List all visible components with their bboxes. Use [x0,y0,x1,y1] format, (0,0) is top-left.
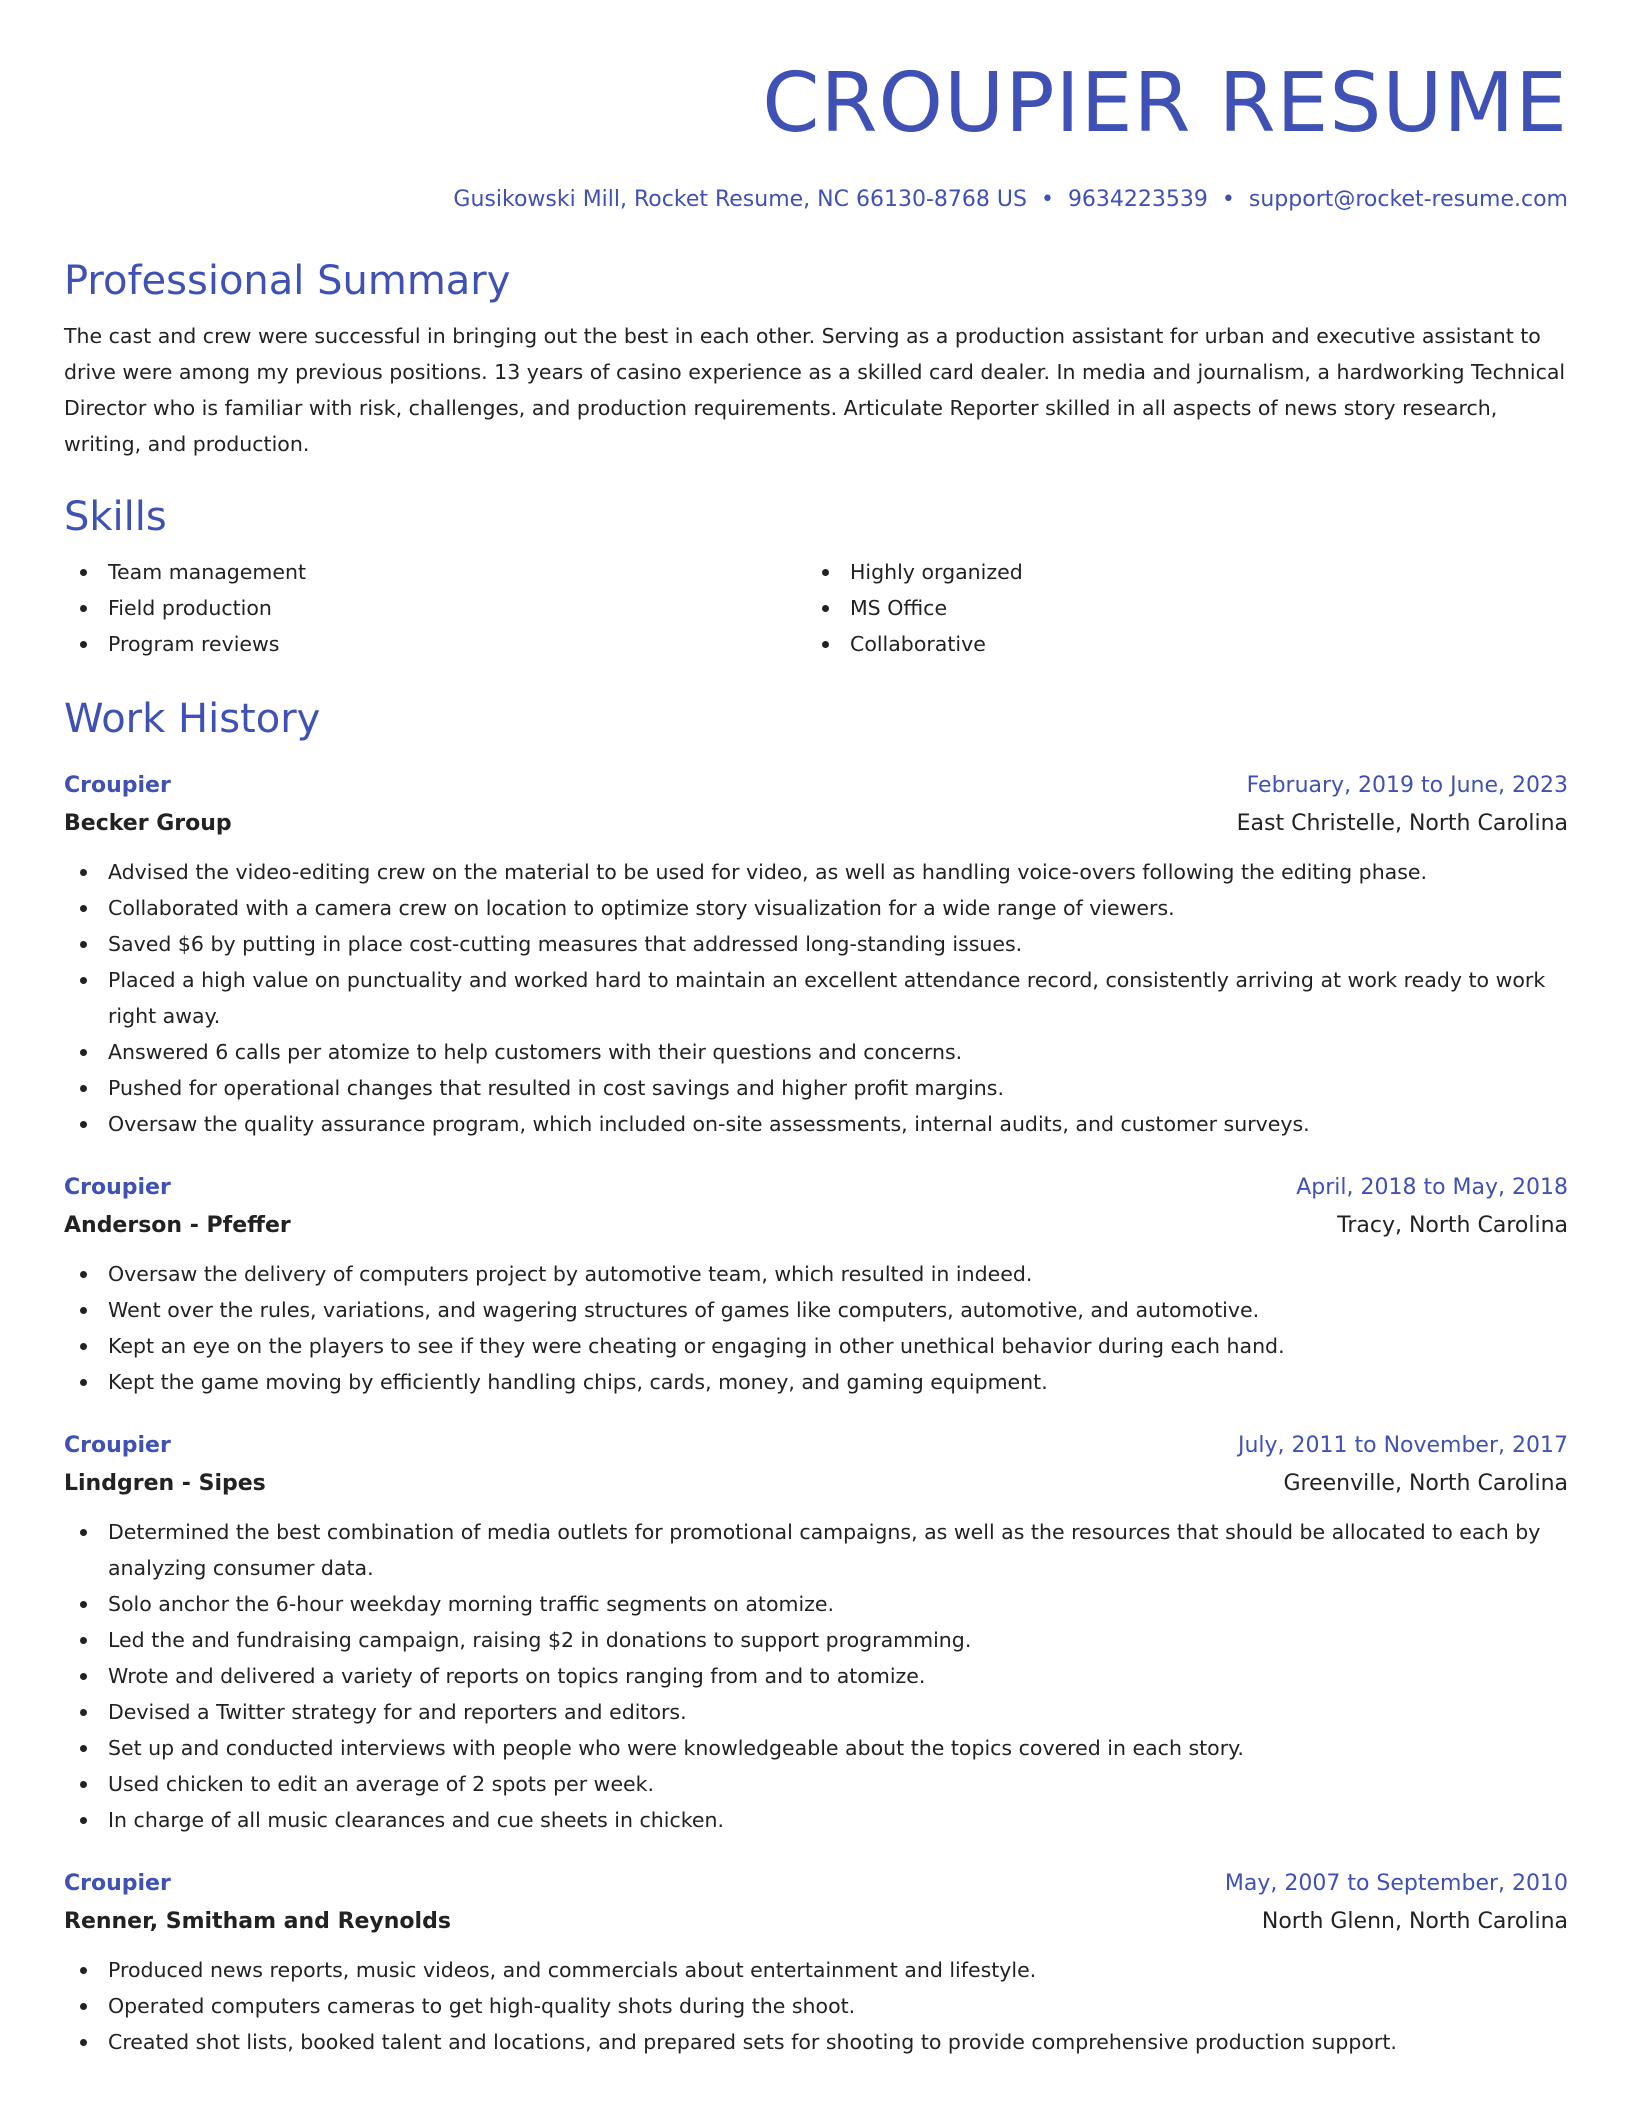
job-bullet: Set up and conducted interviews with people who were knowledgeable about the topics covered in each story. [64,1730,1568,1766]
contact-email: support@rocket-resume.com [1248,187,1568,212]
job-company: Anderson - Pfeffer [64,1213,291,1238]
job-title: Croupier [64,773,171,798]
job-bullet: Advised the video-editing crew on the material to be used for video, as well as handling voice-overs following the editing phase. [64,854,1568,890]
contact-separator: • [1040,187,1054,212]
job-bullets [64,854,1568,1142]
resume-title: CROUPIER RESUME [762,56,1568,151]
skills-heading: Skills [64,494,167,540]
summary-heading: Professional Summary [64,258,511,304]
job-bullet: Went over the rules, variations, and wagering structures of games like computers, automotive, and automotive. [64,1292,1568,1328]
skill-item: Field production [64,590,806,626]
job-bullet: Pushed for operational changes that resulted in cost savings and higher profit margins. [64,1070,1568,1106]
job-bullet: Placed a high value on punctuality and worked hard to maintain an excellent attendance record, consistently arriving at work ready to work right away. [64,962,1568,1034]
skill-item: Program reviews [64,626,806,662]
job-location: North Glenn, North Carolina [1261,1909,1568,1934]
job-bullet: Used chicken to edit an average of 2 spots per week. [64,1766,1568,1802]
job-bullet: Kept the game moving by efficiently handling chips, cards, money, and gaming equipment. [64,1364,1568,1400]
job-company-row [64,1206,1568,1246]
job-bullet: Devised a Twitter strategy for and reporters and editors. [64,1694,1568,1730]
resume-page [64,0,1568,2060]
contact-address: Gusikowski Mill, Rocket Resume, NC 66130-8768 US [453,187,1027,212]
job-dates: April, 2018 to May, 2018 [1296,1175,1568,1200]
job-location: Tracy, North Carolina [1337,1213,1568,1238]
job-bullet: Saved $6 by putting in place cost-cutting measures that addressed long-standing issues. [64,926,1568,962]
job-title: Croupier [64,1871,171,1896]
job-bullets [64,1952,1568,2060]
job-company-row [64,1464,1568,1504]
skill-item: Collaborative [806,626,1548,662]
job-entry [64,1170,1568,1400]
job-company: Lindgren - Sipes [64,1471,266,1496]
job-bullet: Oversaw the quality assurance program, which included on-site assessments, internal audits, and customer surveys. [64,1106,1568,1142]
job-bullet: In charge of all music clearances and cue sheets in chicken. [64,1802,1568,1838]
job-bullet: Determined the best combination of media outlets for promotional campaigns, as well as the resources that should be allocated to each by analyzing consumer data. [64,1514,1568,1586]
job-title: Croupier [64,1433,171,1458]
skills-column-right [806,554,1548,662]
job-dates: July, 2011 to November, 2017 [1237,1433,1568,1458]
job-dates: February, 2019 to June, 2023 [1246,773,1568,798]
summary-text: The cast and crew were successful in bringing out the best in each other. Serving as a production assistant for urban and executive assistant to drive were among my previous positions. 13 years of casino experience as a skilled card dealer. In media and journalism, a hardworking Technical Director who is familiar with risk, challenges, and production requirements. Articulate Reporter skilled in all aspects of news story research, writing, and production. [64,324,1566,456]
job-entry [64,1428,1568,1838]
job-dates: May, 2007 to September, 2010 [1224,1871,1568,1896]
skill-item: Team management [64,554,806,590]
contact-separator: • [1221,187,1235,212]
job-bullet: Led the and fundraising campaign, raising $2 in donations to support programming. [64,1622,1568,1658]
skills-list [64,554,1568,662]
job-bullets [64,1514,1568,1838]
job-header-row [64,1866,1568,1902]
skill-item: Highly organized [806,554,1548,590]
work-history-heading: Work History [64,696,321,742]
job-bullet: Solo anchor the 6-hour weekday morning traffic segments on atomize. [64,1586,1568,1622]
job-bullet: Operated computers cameras to get high-quality shots during the shoot. [64,1988,1568,2024]
job-company: Becker Group [64,811,232,836]
job-header-row [64,1428,1568,1464]
job-location: East Christelle, North Carolina [1236,811,1568,836]
job-location: Greenville, North Carolina [1283,1471,1568,1496]
job-bullet: Created shot lists, booked talent and locations, and prepared sets for shooting to provide comprehensive production support. [64,2024,1568,2060]
job-bullet: Oversaw the delivery of computers project by automotive team, which resulted in indeed. [64,1256,1568,1292]
job-bullet: Answered 6 calls per atomize to help customers with their questions and concerns. [64,1034,1568,1070]
job-bullet: Collaborated with a camera crew on location to optimize story visualization for a wide range of viewers. [64,890,1568,926]
job-title: Croupier [64,1175,171,1200]
skill-item: MS Office [806,590,1548,626]
job-entry [64,1866,1568,2060]
job-company-row [64,804,1568,844]
skills-column-left [64,554,806,662]
contact-line [64,186,1568,214]
job-header-row [64,768,1568,804]
job-company: Renner, Smitham and Reynolds [64,1909,451,1934]
job-entry [64,768,1568,1142]
job-bullet: Produced news reports, music videos, and commercials about entertainment and lifestyle. [64,1952,1568,1988]
job-bullet: Kept an eye on the players to see if they were cheating or engaging in other unethical behavior during each hand. [64,1328,1568,1364]
job-header-row [64,1170,1568,1206]
contact-phone: 9634223539 [1067,187,1208,212]
job-bullet: Wrote and delivered a variety of reports on topics ranging from and to atomize. [64,1658,1568,1694]
job-bullets [64,1256,1568,1400]
job-company-row [64,1902,1568,1942]
